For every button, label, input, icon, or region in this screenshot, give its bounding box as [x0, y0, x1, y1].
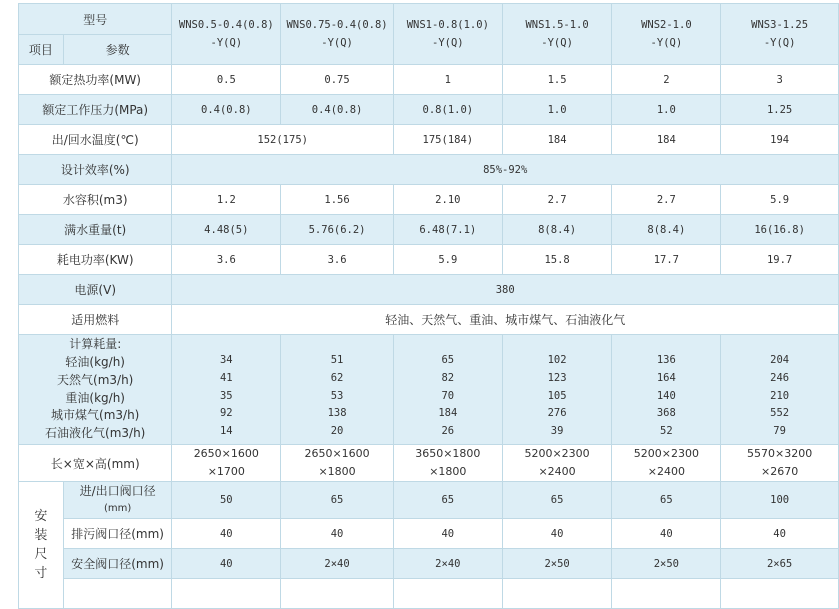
- consumption-col-1: 34 41 35 92 14: [172, 335, 281, 445]
- table-cell: 3.6: [281, 245, 394, 275]
- table-cell: 3650×1800 ×1800: [393, 445, 502, 482]
- model-header-2: WNS0.75-0.4(0.8) -Y(Q): [281, 4, 394, 65]
- row-label: 额定工作压力(MPa): [19, 95, 172, 125]
- table-cell: 65: [281, 482, 394, 519]
- row-power-use: [19, 245, 839, 275]
- row-label: 进/出口阀口径 (mm): [63, 482, 172, 519]
- table-cell: 16(16.8): [721, 215, 839, 245]
- row-label: 长×宽×高(mm): [19, 445, 172, 482]
- table-cell: [612, 579, 721, 609]
- table-cell: 40: [172, 549, 281, 579]
- table-cell: 40: [281, 519, 394, 549]
- table-cell: 2×50: [612, 549, 721, 579]
- row-label: 额定热功率(MW): [19, 65, 172, 95]
- table-cell: 50: [172, 482, 281, 519]
- model-header-3: WNS1-0.8(1.0) -Y(Q): [393, 4, 502, 65]
- table-cell: 3: [721, 65, 839, 95]
- table-cell: 19.7: [721, 245, 839, 275]
- table-cell: 194: [721, 125, 839, 155]
- row-consumption: [19, 335, 839, 445]
- table-cell: 2×40: [393, 549, 502, 579]
- row-label: 安全阀口径(mm): [63, 549, 172, 579]
- row-rated-heat: [19, 65, 839, 95]
- table-cell: 2×40: [281, 549, 394, 579]
- row-dimensions: [19, 445, 839, 482]
- table-cell: 4.48(5): [172, 215, 281, 245]
- row-temperature: [19, 125, 839, 155]
- table-cell: 65: [393, 482, 502, 519]
- table-cell: 1.56: [281, 185, 394, 215]
- table-cell: 8(8.4): [612, 215, 721, 245]
- table-cell: 1.5: [502, 65, 612, 95]
- table-cell: [502, 579, 612, 609]
- table-cell: 5.9: [393, 245, 502, 275]
- row-label: 排污阀口径(mm): [63, 519, 172, 549]
- table-cell: 85%-92%: [172, 155, 839, 185]
- table-cell: 2: [612, 65, 721, 95]
- row-inlet-valve: [19, 482, 839, 519]
- consumption-col-5: 136 164 140 368 52: [612, 335, 721, 445]
- consumption-col-2: 51 62 53 138 20: [281, 335, 394, 445]
- table-cell: 184: [502, 125, 612, 155]
- table-cell: 1.2: [172, 185, 281, 215]
- row-drain-valve: [19, 519, 839, 549]
- table-cell: 1.0: [502, 95, 612, 125]
- fuel-label: 重油(kg/h): [65, 390, 125, 405]
- table-cell: 380: [172, 275, 839, 305]
- table-cell: 40: [172, 519, 281, 549]
- table-cell: 5200×2300 ×2400: [612, 445, 721, 482]
- table-cell: 2650×1600 ×1700: [172, 445, 281, 482]
- table-cell: [172, 579, 281, 609]
- model-header-6: WNS3-1.25 -Y(Q): [721, 4, 839, 65]
- row-full-weight: [19, 215, 839, 245]
- table-cell: 17.7: [612, 245, 721, 275]
- table-cell: 40: [612, 519, 721, 549]
- table-cell: 6.48(7.1): [393, 215, 502, 245]
- table-cell: 0.5: [172, 65, 281, 95]
- row-label: 出/回水温度(℃): [19, 125, 172, 155]
- table-cell: 1.25: [721, 95, 839, 125]
- table-cell: 65: [612, 482, 721, 519]
- row-water-volume: [19, 185, 839, 215]
- row-pressure: [19, 95, 839, 125]
- table-cell: 5.76(6.2): [281, 215, 394, 245]
- table-cell: 15.8: [502, 245, 612, 275]
- row-label: 电源(V): [19, 275, 172, 305]
- consumption-col-6: 204 246 210 552 79: [721, 335, 839, 445]
- table-cell: 0.4(0.8): [281, 95, 394, 125]
- table-cell: 2.7: [502, 185, 612, 215]
- table-cell: 2×65: [721, 549, 839, 579]
- row-label: 适用燃料: [19, 305, 172, 335]
- row-cut-off: [19, 579, 839, 609]
- table-cell: 0.4(0.8): [172, 95, 281, 125]
- table-cell: 1: [393, 65, 502, 95]
- row-fuel: [19, 305, 839, 335]
- row-label: 设计效率(%): [19, 155, 172, 185]
- table-cell: 8(8.4): [502, 215, 612, 245]
- model-header-5: WNS2-1.0 -Y(Q): [612, 4, 721, 65]
- table-cell: 2650×1600 ×1800: [281, 445, 394, 482]
- table-cell: 40: [393, 519, 502, 549]
- table-cell: 100: [721, 482, 839, 519]
- fuel-label: 轻油(kg/h): [65, 355, 125, 370]
- row-efficiency: [19, 155, 839, 185]
- header-title: 型号: [19, 4, 172, 35]
- table-cell: 184: [612, 125, 721, 155]
- fuel-label: 天然气(m3/h): [57, 372, 134, 387]
- model-header-1: WNS0.5-0.4(0.8) -Y(Q): [172, 4, 281, 65]
- row-power-supply: [19, 275, 839, 305]
- table-cell: [721, 579, 839, 609]
- consumption-label-cell: [19, 335, 172, 445]
- table-cell: 3.6: [172, 245, 281, 275]
- consumption-col-3: 65 82 70 184 26: [393, 335, 502, 445]
- header-param: 参数: [63, 35, 172, 65]
- table-cell: 5200×2300 ×2400: [502, 445, 612, 482]
- header-row: [19, 4, 839, 35]
- table-cell: 40: [502, 519, 612, 549]
- install-group-label: 安 装 尺 寸: [19, 482, 64, 609]
- consumption-col-4: 102 123 105 276 39: [502, 335, 612, 445]
- fuel-label: 城市煤气(m3/h): [51, 408, 140, 423]
- table-cell: 65: [502, 482, 612, 519]
- table-cell: 40: [721, 519, 839, 549]
- row-safety-valve: [19, 549, 839, 579]
- table-cell: 5570×3200 ×2670: [721, 445, 839, 482]
- table-cell: 2.10: [393, 185, 502, 215]
- fuel-label: 石油液化气(m3/h): [45, 425, 146, 440]
- table-cell: 175(184): [393, 125, 502, 155]
- consumption-title: 计算耗量:: [69, 337, 122, 352]
- row-label: 满水重量(t): [19, 215, 172, 245]
- table-cell: 5.9: [721, 185, 839, 215]
- model-header-4: WNS1.5-1.0 -Y(Q): [502, 4, 612, 65]
- table-cell: 152(175): [172, 125, 394, 155]
- table-cell: 2×50: [502, 549, 612, 579]
- table-cell: [393, 579, 502, 609]
- header-item: 项目: [19, 35, 64, 65]
- table-cell: 2.7: [612, 185, 721, 215]
- table-cell: 轻油、天然气、重油、城市煤气、石油液化气: [172, 305, 839, 335]
- row-label: 水容积(m3): [19, 185, 172, 215]
- table-cell: [63, 579, 172, 609]
- table-cell: 1.0: [612, 95, 721, 125]
- spec-table: [18, 3, 839, 609]
- table-cell: 0.75: [281, 65, 394, 95]
- table-cell: 0.8(1.0): [393, 95, 502, 125]
- table-cell: [281, 579, 394, 609]
- row-label: 耗电功率(KW): [19, 245, 172, 275]
